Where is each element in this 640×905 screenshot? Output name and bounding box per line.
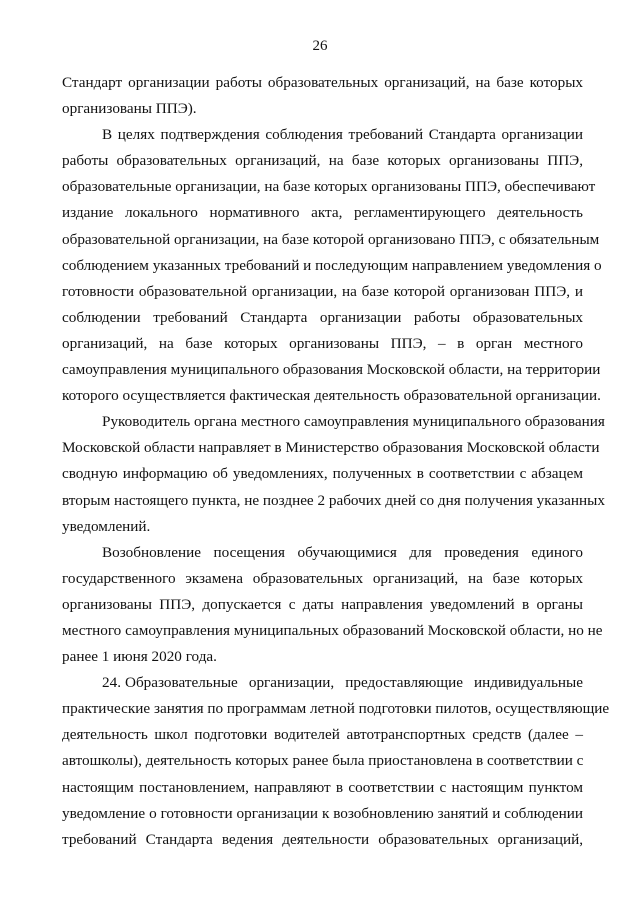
text-line: организованы ППЭ, допускается с даты направления уведомлений в органы xyxy=(62,595,583,613)
text-line: В целях подтверждения соблюдения требований Стандарта организации xyxy=(102,126,583,144)
text-line: работы образовательных организаций, на базе которых организованы ППЭ, xyxy=(62,152,583,170)
text-line: организаций, на базе которых организованы ППЭ, – в орган местного xyxy=(62,334,583,352)
document-body xyxy=(62,70,610,853)
text-line: местного самоуправления муниципальных образований Московской области, но не xyxy=(62,621,603,639)
text-line: соблюдении требований Стандарта организации работы образовательных xyxy=(62,308,583,326)
paragraph-4 xyxy=(62,540,603,670)
paragraph-3 xyxy=(62,409,605,539)
paragraph-2 xyxy=(62,122,602,409)
text-line: уведомлений. xyxy=(62,517,151,535)
text-line: организованы ППЭ). xyxy=(62,100,197,118)
text-line: уведомление о готовности организации к возобновлению занятий и соблюдении xyxy=(62,804,583,822)
text-line: которого осуществляется фактическая деятельность образовательной организации. xyxy=(62,387,601,405)
text-line: сводную информацию об уведомлениях, полученных в соответствии с абзацем xyxy=(62,465,583,483)
text-line: Московской области направляет в Министерство образования Московской области xyxy=(62,439,600,457)
text-line: требований Стандарта ведения деятельности образовательных организаций, xyxy=(62,830,583,848)
text-line xyxy=(62,670,583,696)
text-line: издание локального нормативного акта, регламентирующего деятельность xyxy=(62,204,583,222)
text-line: Стандарт организации работы образовательных организаций, на базе которых xyxy=(62,74,583,91)
text-line: вторым настоящего пункта, не позднее 2 рабочих дней со дня получения указанных xyxy=(62,491,605,509)
text-line: Руководитель органа местного самоуправления муниципального образования xyxy=(102,413,605,431)
text-line: практические занятия по программам летной подготовки пилотов, осуществляющие xyxy=(62,700,610,718)
clause-number: 24. xyxy=(102,674,121,692)
text-line: образовательные организации, на базе которых организованы ППЭ, обеспечивают xyxy=(62,178,596,196)
paragraph-1 xyxy=(62,70,583,122)
text-line: ранее 1 июня 2020 года. xyxy=(62,648,217,666)
page-number: 26 xyxy=(312,38,328,54)
text-line: готовности образовательной организации, на базе которой организован ППЭ, и xyxy=(62,282,583,300)
text-line: самоуправления муниципального образования Московской области, на территории xyxy=(62,361,601,379)
text-line: настоящим постановлением, направляют в соответствии с настоящим пунктом xyxy=(62,778,583,796)
text-line: автошколы), деятельность которых ранее была приостановлена в соответствии с xyxy=(62,752,584,770)
text-line: государственного экзамена образовательных организаций, на базе которых xyxy=(62,569,583,587)
text-line: Возобновление посещения обучающимися для проведения единого xyxy=(102,543,583,561)
text-line: деятельность школ подготовки водителей автотранспортных средств (далее – xyxy=(62,726,583,744)
text-line: образовательной организации, на базе которой организовано ППЭ, с обязательным xyxy=(62,230,600,248)
text-line-body: Образовательные организации, предоставляющие индивидуальные xyxy=(124,674,583,692)
text-line: соблюдением указанных требований и последующим направлением уведомления о xyxy=(62,256,602,274)
paragraph-5 xyxy=(62,670,610,853)
